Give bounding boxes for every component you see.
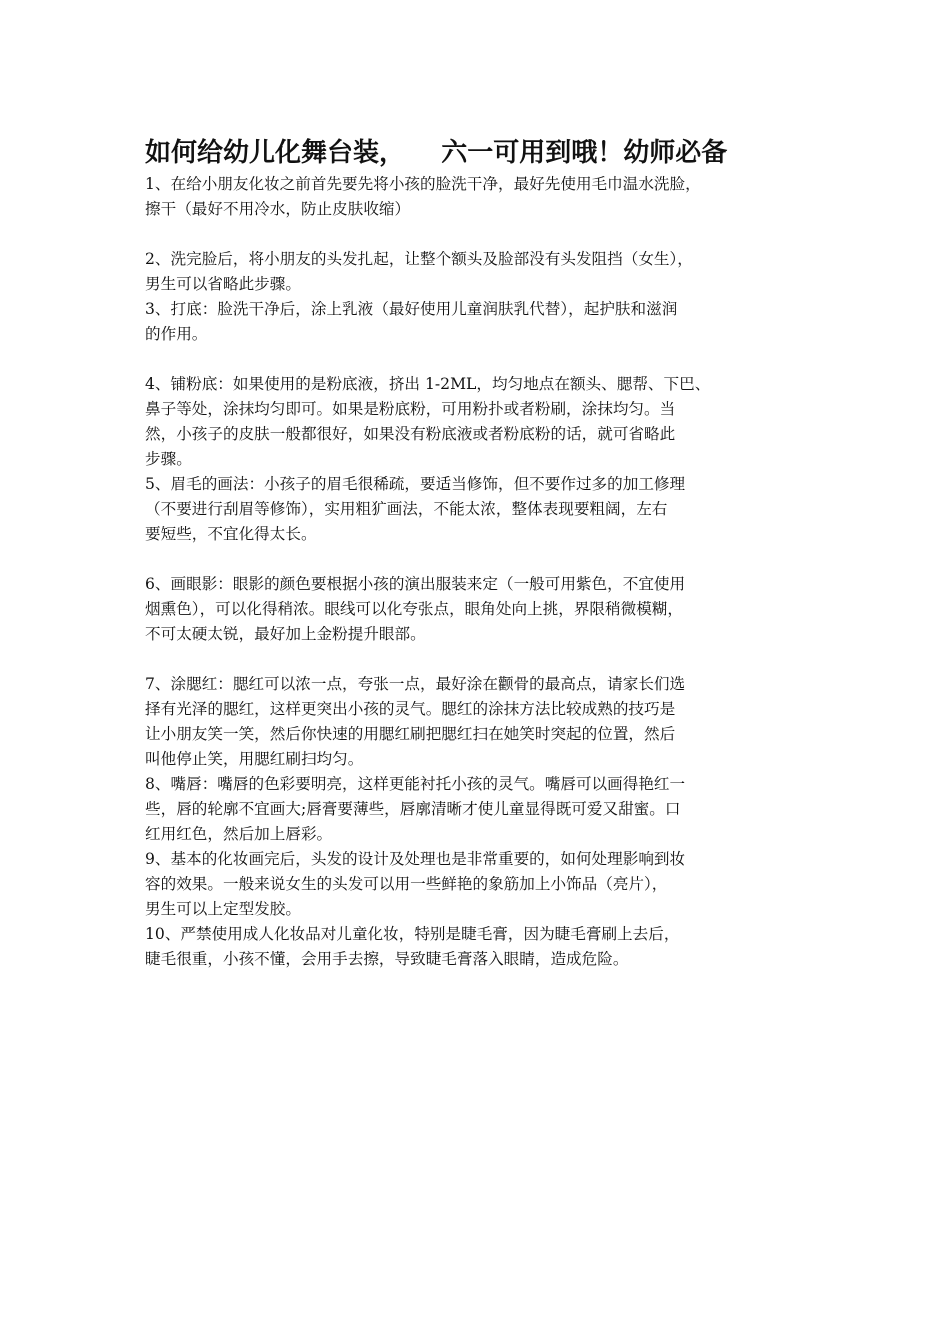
paragraph-spacer <box>145 647 825 672</box>
paragraph-line: 男生可以省略此步骤。 <box>145 275 301 293</box>
document-body <box>145 172 825 972</box>
paragraph-line: 2、洗完脸后，将小朋友的头发扎起，让整个额头及脸部没有头发阻挡（女生）， <box>145 250 693 268</box>
paragraph-line: 10、严禁使用成人化妆品对儿童化妆，特别是睫毛膏，因为睫毛膏刷上去后， <box>145 925 680 943</box>
paragraph-line: 5、眉毛的画法：小孩子的眉毛很稀疏，要适当修饰，但不要作过多的加工修理 <box>145 475 686 493</box>
paragraph-spacer <box>145 347 825 372</box>
paragraph-line: 步骤。 <box>145 450 192 468</box>
paragraph-1 <box>145 172 825 222</box>
paragraph-line: 3、打底：脸洗干净后，涂上乳液（最好使用儿童润肤乳代替），起护肤和滋润 <box>145 300 678 318</box>
paragraph-line: 4、铺粉底：如果使用的是粉底液，挤出 1-2ML，均匀地点在额头、腮帮、下巴、 <box>145 375 711 393</box>
paragraph-line: 9、基本的化妆画完后，头发的设计及处理也是非常重要的，如何处理影响到妆 <box>145 850 686 868</box>
paragraph-7 <box>145 672 825 772</box>
paragraph-line: 容的效果。一般来说女生的头发可以用一些鲜艳的象筋加上小饰品（亮片）， <box>145 875 668 893</box>
paragraph-3 <box>145 297 825 347</box>
paragraph-2 <box>145 247 825 297</box>
paragraph-line: 7、涂腮红：腮红可以浓一点，夸张一点，最好涂在颧骨的最高点，请家长们选 <box>145 675 686 693</box>
paragraph-line: 要短些，不宜化得太长。 <box>145 525 317 543</box>
paragraph-4 <box>145 372 825 472</box>
document-title: 如何给幼儿化舞台装， 六一可用到哦！幼师必备 <box>145 138 728 168</box>
paragraph-line: 1、在给小朋友化妆之前首先要先将小孩的脸洗干净，最好先使用毛巾温水洗脸， <box>145 175 701 193</box>
paragraph-line: 鼻子等处，涂抹均匀即可。如果是粉底粉，可用粉扑或者粉刷，涂抹均匀。当 <box>145 400 676 418</box>
paragraph-line: 不可太硬太锐，最好加上金粉提升眼部。 <box>145 625 426 643</box>
paragraph-line: 8、嘴唇：嘴唇的色彩要明亮，这样更能衬托小孩的灵气。嘴唇可以画得艳红一 <box>145 775 686 793</box>
document-page <box>145 134 825 972</box>
paragraph-10 <box>145 922 825 972</box>
paragraph-8 <box>145 772 825 847</box>
paragraph-spacer <box>145 222 825 247</box>
paragraph-line: 的作用。 <box>145 325 208 343</box>
paragraph-line: 让小朋友笑一笑，然后你快速的用腮红刷把腮红扫在她笑时突起的位置，然后 <box>145 725 676 743</box>
paragraph-line: （不要进行刮眉等修饰），实用粗犷画法，不能太浓，整体表现要粗阔，左右 <box>145 500 668 518</box>
paragraph-5 <box>145 472 825 547</box>
paragraph-line: 叫他停止笑，用腮红刷扫均匀。 <box>145 750 364 768</box>
paragraph-line: 擦干（最好不用冷水，防止皮肤收缩） <box>145 200 411 218</box>
paragraph-line: 6、画眼影：眼影的颜色要根据小孩的演出服装来定（一般可用紫色，不宜使用 <box>145 575 686 593</box>
paragraph-line: 红用红色，然后加上唇彩。 <box>145 825 333 843</box>
paragraph-line: 睫毛很重，小孩不懂，会用手去擦，导致睫毛膏落入眼睛，造成危险。 <box>145 950 629 968</box>
paragraph-line: 然，小孩子的皮肤一般都很好，如果没有粉底液或者粉底粉的话，就可省略此 <box>145 425 676 443</box>
paragraph-6 <box>145 572 825 647</box>
paragraph-line: 些，唇的轮廓不宜画大;唇膏要薄些，唇廓清晰才使儿童显得既可爱又甜蜜。口 <box>145 800 681 818</box>
paragraph-9 <box>145 847 825 922</box>
paragraph-spacer <box>145 547 825 572</box>
paragraph-line: 男生可以上定型发胶。 <box>145 900 301 918</box>
paragraph-line: 择有光泽的腮红，这样更突出小孩的灵气。腮红的涂抹方法比较成熟的技巧是 <box>145 700 676 718</box>
paragraph-line: 烟熏色），可以化得稍浓。眼线可以化夸张点，眼角处向上挑，界限稍微模糊， <box>145 600 683 618</box>
